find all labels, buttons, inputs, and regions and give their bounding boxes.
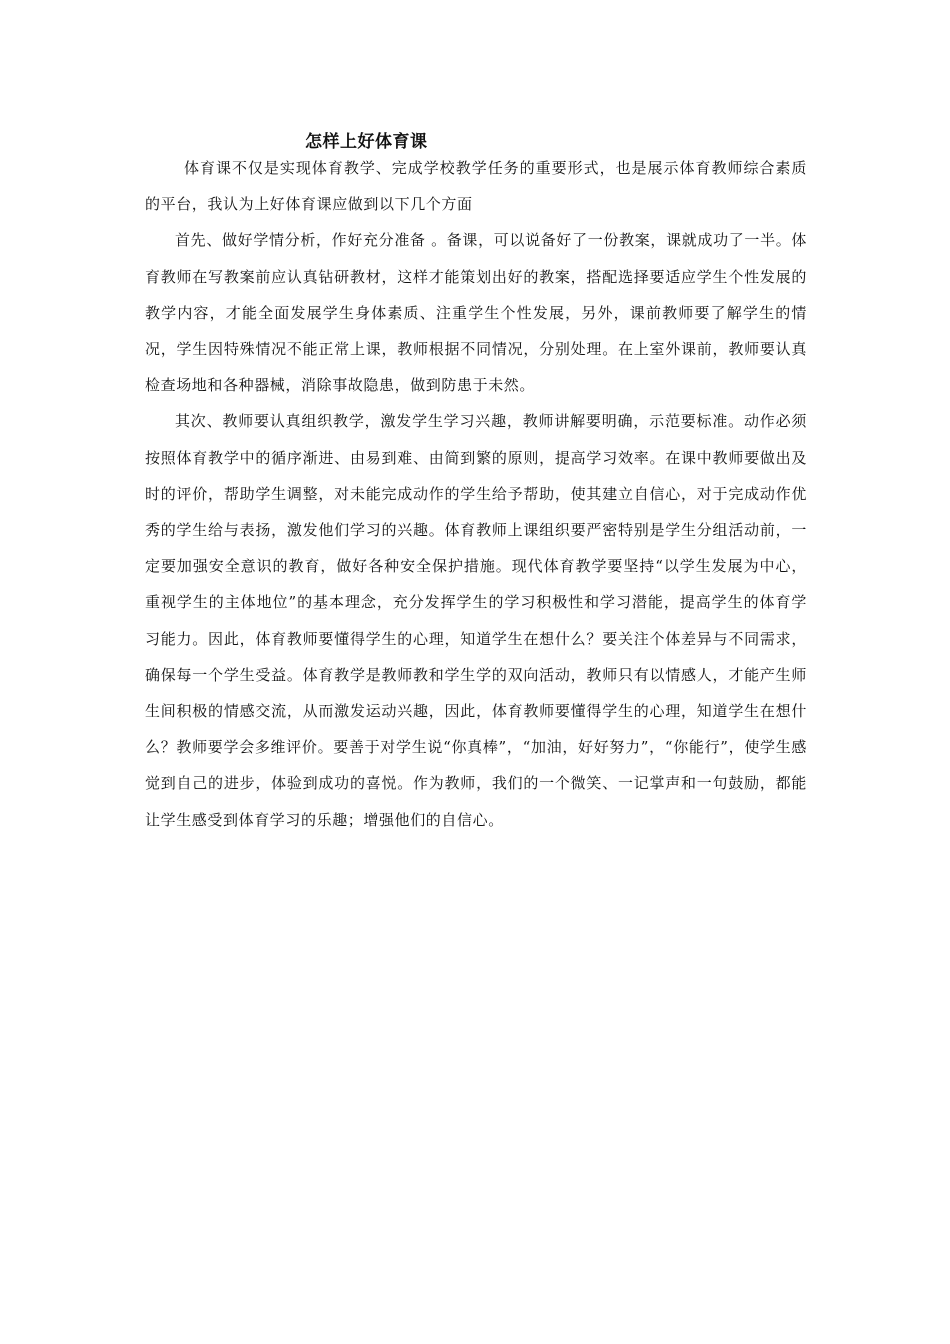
document-body (145, 150, 807, 838)
paragraph-first-point: 首先、做好学情分析，作好充分准备 。备课，可以说备好了一份教案，课就成功了一半。体育教师在写教案前应认真钻研教材，这样才能策划出好的教案，搭配选择要适应学生个性发展的教学内容，才能全面发展学生身体素质、注重学生个性发展，另外，课前教师要了解学生的情况，学生因特殊情况不能正常上课，教师根据不同情况，分别处理。在上室外课前，教师要认真检查场地和各种器械，消除事故隐患，做到防患于未然。 (145, 231, 807, 395)
paragraph-second-point: 其次、教师要认真组织教学，激发学生学习兴趣，教师讲解要明确，示范要标准。动作必须按照体育教学中的循序渐进、由易到难、由简到繁的原则，提高学习效率。在课中教师要做出及时的评价，帮助学生调整，对未能完成动作的学生给予帮助，使其建立自信心，对于完成动作优秀的学生给与表扬，激发他们学习的兴趣。体育教师上课组织要严密特别是学生分组活动前，一定要加强安全意识的教育，做好各种安全保护措施。现代体育教学要坚持“以学生发展为中心，重视学生的主体地位”的基本理念，充分发挥学生的学习积极性和学习潜能，提高学生的体育学习能力。因此，体育教师要懂得学生的心理，知道学生在想什么？要关注个体差异与不同需求，确保每一个学生受益。体育教学是教师教和学生学的双向活动，教师只有以情感人，才能产生师生间积极的情感交流，从而激发运动兴趣，因此，体育教师要懂得学生的心理，知道学生在想什么？教师要学会多维评价。要善于对学生说“你真棒”，“加油，好好努力”，“你能行”，使学生感觉到自己的进步，体验到成功的喜悦。作为教师，我们的一个微笑、一记掌声和一句鼓励，都能让学生感受到体育学习的乐趣；增强他们的自信心。 (145, 412, 807, 829)
document-title: 怎样上好体育课 (305, 132, 428, 152)
paragraph-intro: 体育课不仅是实现体育教学、完成学校教学任务的重要形式，也是展示体育教师综合素质的平台，我认为上好体育课应做到以下几个方面 (145, 159, 807, 214)
